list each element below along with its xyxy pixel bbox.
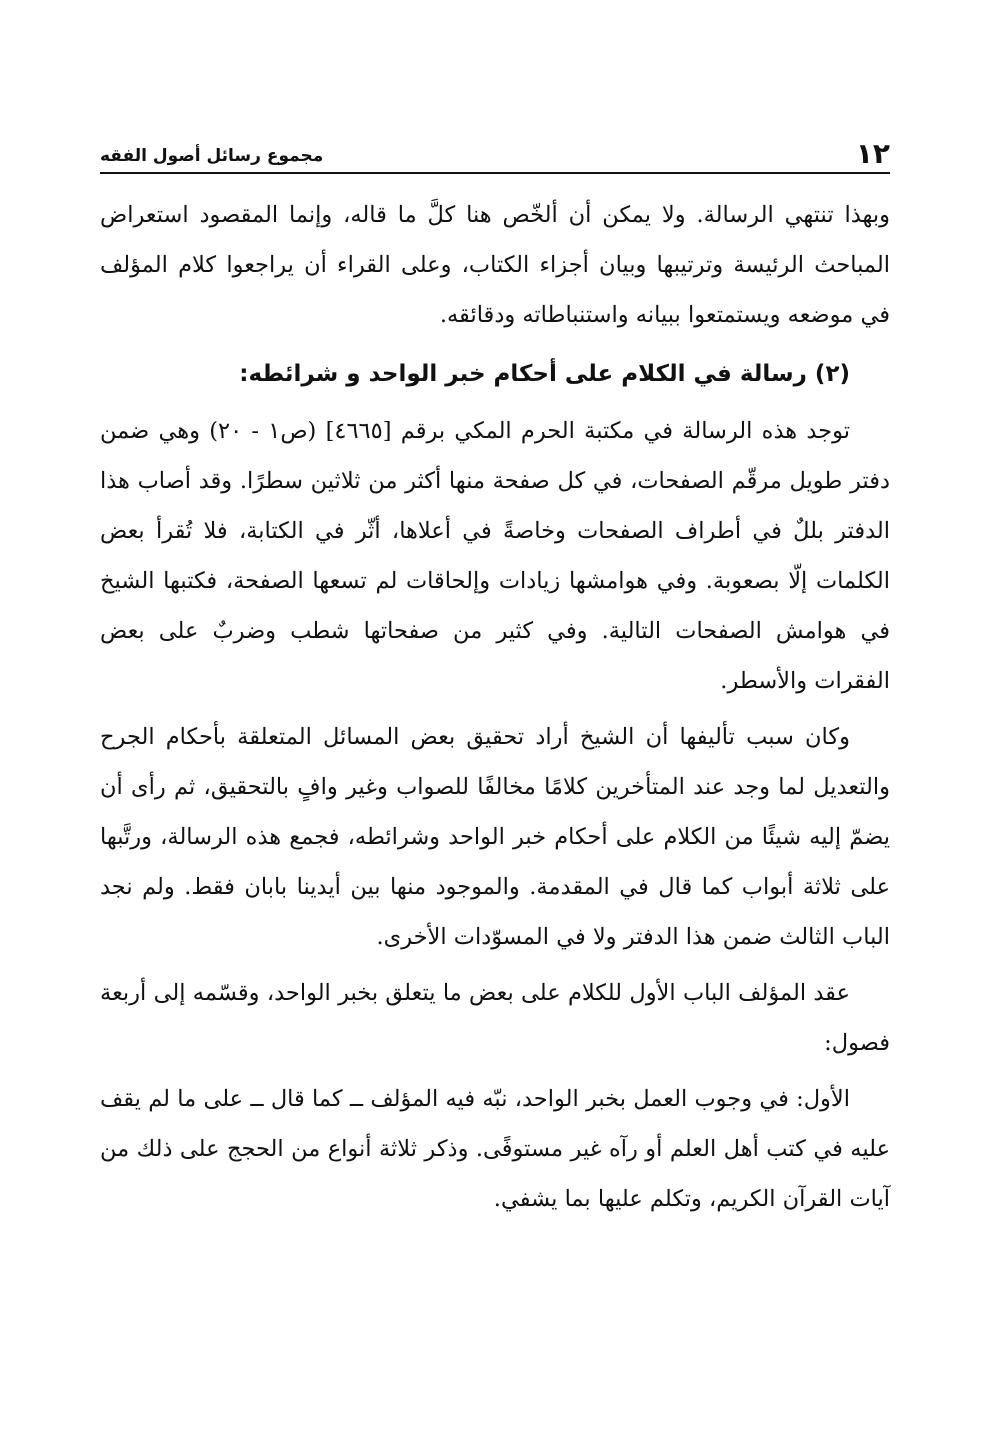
body-text [100, 190, 890, 1230]
page-number: ١٢ [855, 137, 890, 170]
paragraph-conclusion: وبهذا تنتهي الرسالة. ولا يمكن أن ألخّص هنا كلَّ ما قاله، وإنما المقصود استعراض المباحث الرئيسة وترتيبها وبيان أجزاء الكتاب، وعلى القراء أن يراجعوا كلام المؤلف في موضعه ويستمتعوا ببيانه واستنباطاته ودقائقه. [100, 202, 890, 328]
running-title: مجموع رسائل أصول الفقه [100, 146, 324, 166]
section-heading: (٢) رسالة في الكلام على أحكام خبر الواحد و شرائطه: [239, 361, 850, 387]
paragraph-first-chapter: عقد المؤلف الباب الأول للكلام على بعض ما يتعلق بخبر الواحد، وقسّمه إلى أربعة فصول: [100, 980, 890, 1056]
running-header [100, 126, 890, 174]
paragraph-first-section: الأول: في وجوب العمل بخبر الواحد، نبّه فيه المؤلف ــ كما قال ــ على ما لم يقف عليه في كتب أهل العلم أو رآه غير مستوفًى. وذكر ثلاثة أنواع من الحجج على ذلك من آيات القرآن الكريم، وتكلم عليها بما يشفي. [100, 1086, 890, 1212]
paragraph-reason-for-writing: وكان سبب تأليفها أن الشيخ أراد تحقيق بعض المسائل المتعلقة بأحكام الجرح والتعديل لما وجد عند المتأخرين كلامًا مخالفًا للصواب وغير وافٍ بالتحقيق، ثم رأى أن يضمّ إليه شيئًا من الكلام على أحكام خبر الواحد وشرائطه، فجمع هذه الرسالة، ورتَّبها على ثلاثة أبواب كما قال في المقدمة. والموجود منها بين أيدينا بابان فقط. ولم نجد الباب الثالث ضمن هذا الدفتر ولا في المسوّدات الأخرى. [100, 724, 890, 950]
paragraph-manuscript-description: توجد هذه الرسالة في مكتبة الحرم المكي برقم [٤٦٦٥] (ص١ - ٢٠) وهي ضمن دفتر طويل مرقّم الصفحات، في كل صفحة منها أكثر من ثلاثين سطرًا. وقد أصاب هذا الدفتر بللٌ في أطراف الصفحات وخاصةً في أعلاها، أثّر في الكتابة، فلا تُقرأ بعض الكلمات إلّا بصعوبة. وفي هوامشها زيادات وإلحاقات لم تسعها الصفحة، فكتبها الشيخ في هوامش الصفحات التالية. وفي كثير من صفحاتها شطب وضربٌ على بعض الفقرات والأسطر. [100, 418, 890, 694]
